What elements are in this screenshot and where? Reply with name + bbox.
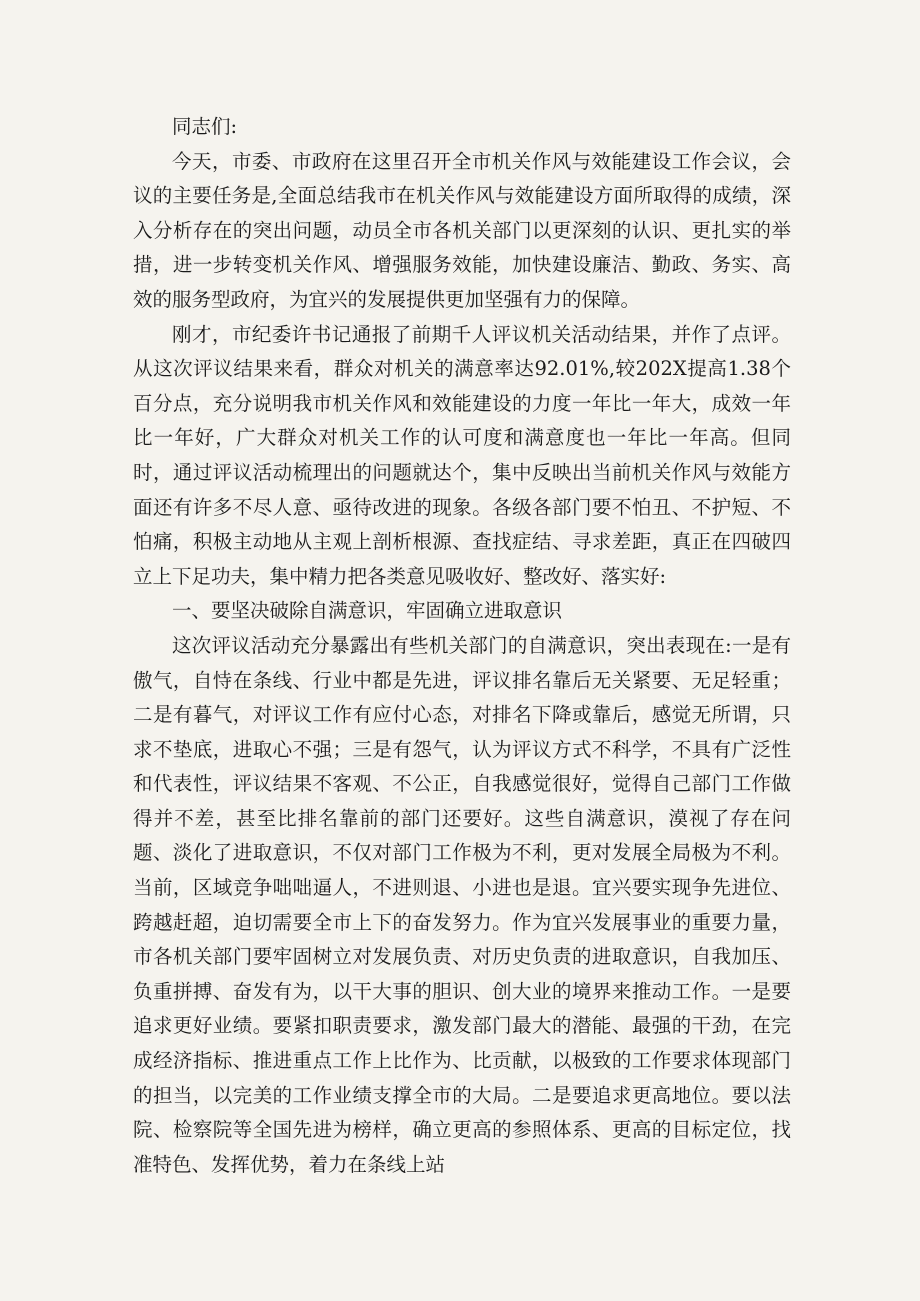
paragraph-section-1: 这次评议活动充分暴露出有些机关部门的自满意识，突出表现在:一是有傲气，自恃在条线、行业中都是先进，评议排名靠后无关紧要、无足轻重；二是有暮气，对评议工作有应付心态，对排名下降或靠后，感觉无所谓，只求不垫底，进取心不强；三是有怨气，认为评议方式不科学，不具有广泛性和代表性，评议结果不客观、不公正，自我感觉很好，觉得自己部门工作做得并不差，甚至比排名靠前的部门还要好。这些自满意识，漠视了存在问题、淡化了进取意识，不仅对部门工作极为不利，更对发展全局极为不利。当前，区域竞争咄咄逼人，不进则退、小进也是退。宜兴要实现争先进位、跨越赶超，迫切需要全市上下的奋发努力。作为宜兴发展事业的重要力量，市各机关部门要牢固树立对发展负责、对历史负责的进取意识，自我加压、负重拼搏、奋发有为，以干大事的胆识、创大业的境界来推动工作。一是要追求更好业绩。要紧扣职责要求，激发部门最大的潜能、最强的干劲，在完成经济指标、推进重点工作上比作为、比贡献，以极致的工作要求体现部门的担当，以完美的工作业绩支撑全市的大局。二是要追求更高地位。要以法院、检察院等全国先进为榜样，确立更高的参照体系、更高的目标定位，找准特色、发挥优势，着力在条线上站 <box>133 633 791 1176</box>
paragraph-evaluation-results: 刚才，市纪委许书记通报了前期千人评议机关活动结果，并作了点评。从这次评议结果来看，群众对机关的满意率达92.01%,较202X提高1.38个百分点，充分说明我市机关作风和效能建设的力度一年比一年大，成效一年比一年好，广大群众对机关工作的认可度和满意度也一年比一年高。但同时，通过评议活动梳理出的问题就达个，集中反映出当前机关作风与效能方面还有许多不尽人意、亟待改进的现象。各级各部门要不怕丑、不护短、不怕痛，积极主动地从主观上剖析根源、查找症结、寻求差距，真正在四破四立上下足功夫，集中精力把各类意见吸收好、整改好、落实好: <box>133 322 791 588</box>
section-heading-1: 一、要坚决破除自满意识，牢固确立进取意识 <box>172 599 563 623</box>
paragraph-opening: 今天，市委、市政府在这里召开全市机关作风与效能建设工作会议，会议的主要任务是,全面总结我市在机关作风与效能建设方面所取得的成绩，深入分析存在的突出问题，动员全市各机关部门以更深刻的认识、更扎实的举措，进一步转变机关作风、增强服务效能，加快建设廉洁、勤政、务实、高效的服务型政府，为宜兴的发展提供更加坚强有力的保障。 <box>133 149 791 311</box>
document-body <box>133 110 791 1182</box>
salutation: 同志们: <box>172 115 238 138</box>
